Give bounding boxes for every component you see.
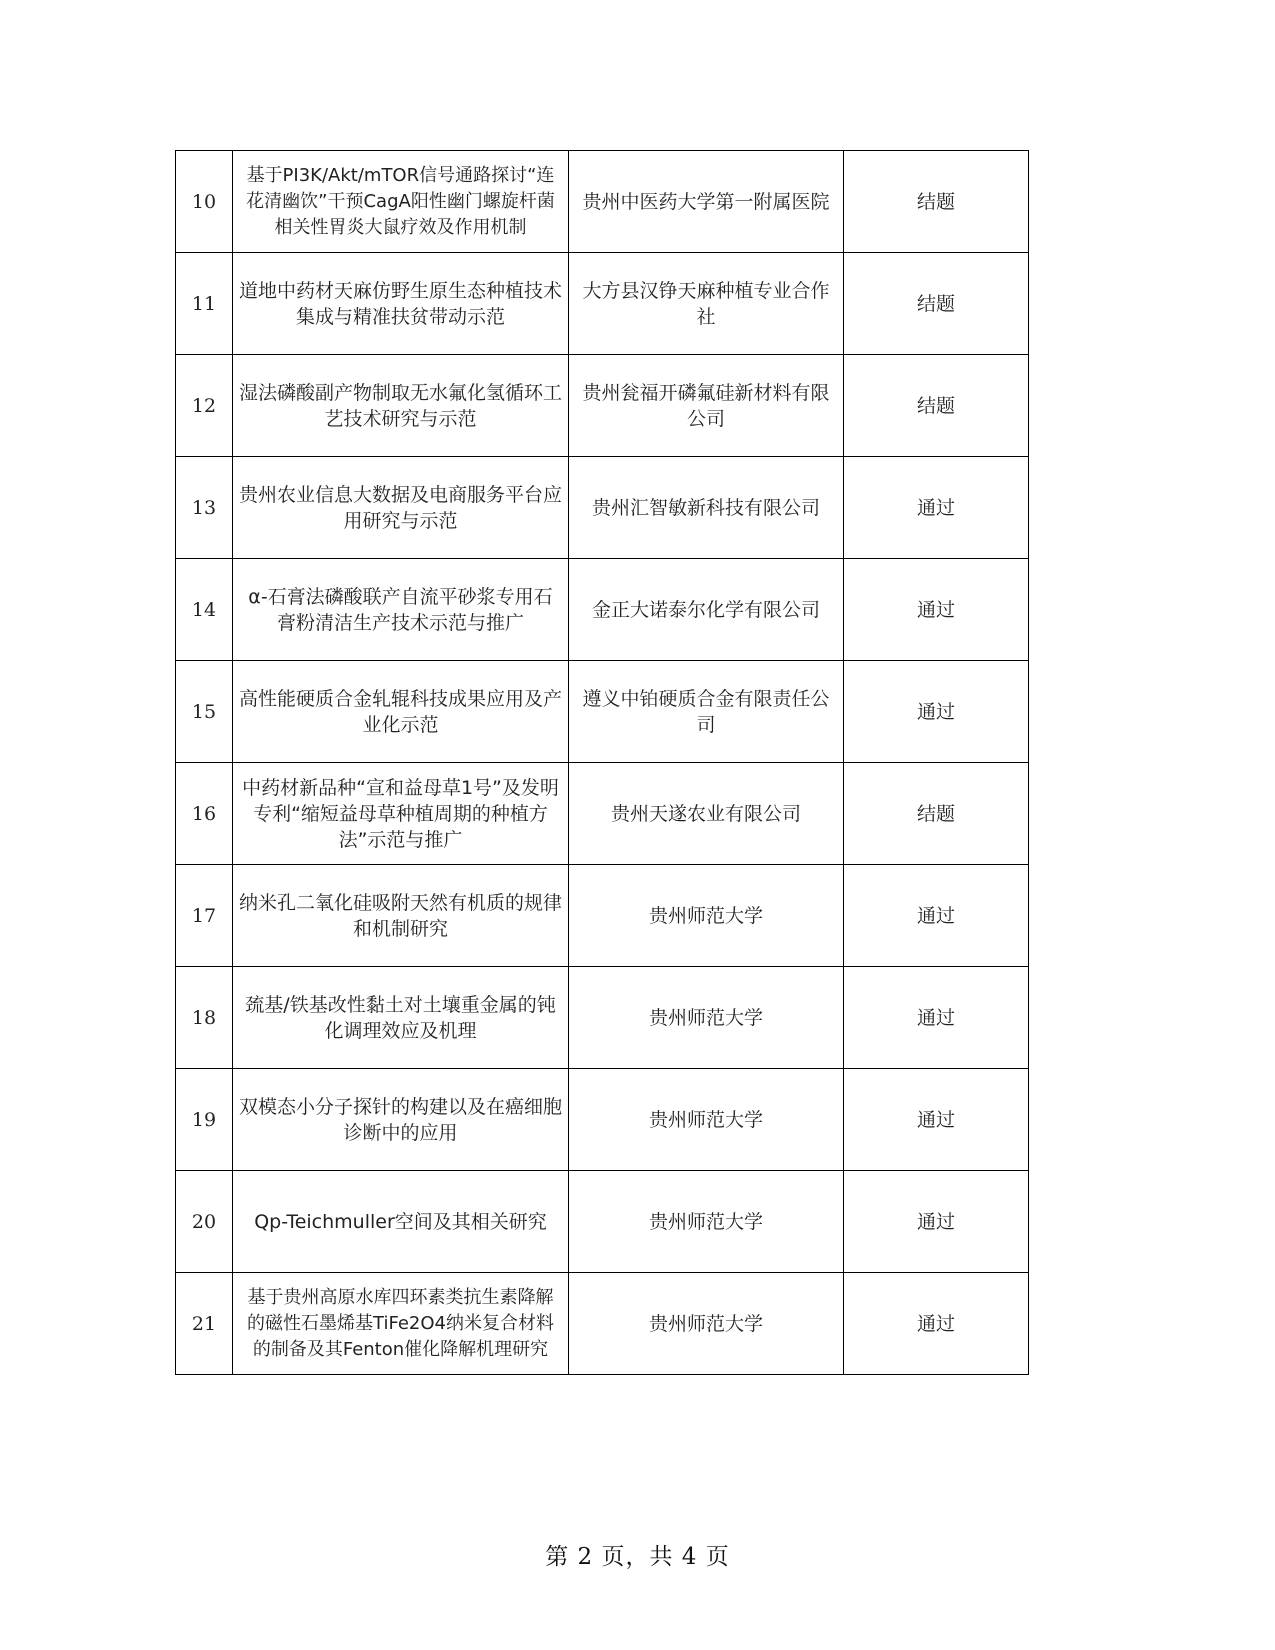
status-cell: 通过 (844, 865, 1029, 967)
row-number: 13 (176, 457, 233, 559)
table-row (176, 1069, 1029, 1171)
row-number: 11 (176, 253, 233, 355)
project-title: 贵州农业信息大数据及电商服务平台应用研究与示范 (233, 457, 569, 559)
status-cell: 通过 (844, 661, 1029, 763)
page-footer: 第 2 页，共 4 页 (545, 1544, 730, 1570)
organization: 贵州师范大学 (569, 1069, 844, 1171)
organization: 贵州瓮福开磷氟硅新材料有限公司 (569, 355, 844, 457)
project-title: 高性能硬质合金轧辊科技成果应用及产业化示范 (233, 661, 569, 763)
table-row (176, 865, 1029, 967)
project-title: 基于PI3K/Akt/mTOR信号通路探讨“连花清幽饮”干预CagA阳性幽门螺旋杆菌相关性胃炎大鼠疗效及作用机制 (233, 151, 569, 253)
row-number: 14 (176, 559, 233, 661)
project-title: 道地中药材天麻仿野生原生态种植技术集成与精准扶贫带动示范 (233, 253, 569, 355)
status-cell: 结题 (844, 253, 1029, 355)
project-title: 双模态小分子探针的构建以及在癌细胞诊断中的应用 (233, 1069, 569, 1171)
organization: 贵州汇智敏新科技有限公司 (569, 457, 844, 559)
status-cell: 通过 (844, 967, 1029, 1069)
organization: 贵州师范大学 (569, 967, 844, 1069)
project-table (175, 150, 1029, 1375)
organization: 贵州师范大学 (569, 1273, 844, 1375)
project-title: 湿法磷酸副产物制取无水氟化氢循环工艺技术研究与示范 (233, 355, 569, 457)
row-number: 21 (176, 1273, 233, 1375)
organization: 贵州师范大学 (569, 865, 844, 967)
status-cell: 通过 (844, 1273, 1029, 1375)
row-number: 16 (176, 763, 233, 865)
organization: 贵州天遂农业有限公司 (569, 763, 844, 865)
table-row (176, 457, 1029, 559)
row-number: 10 (176, 151, 233, 253)
table-row (176, 967, 1029, 1069)
project-title: 基于贵州高原水库四环素类抗生素降解的磁性石墨烯基TiFe2O4纳米复合材料的制备及其Fenton催化降解机理研究 (233, 1273, 569, 1375)
project-title: 巯基/铁基改性黏土对土壤重金属的钝化调理效应及机理 (233, 967, 569, 1069)
table-row (176, 1273, 1029, 1375)
status-cell: 结题 (844, 355, 1029, 457)
row-number: 12 (176, 355, 233, 457)
table-row (176, 559, 1029, 661)
status-cell: 通过 (844, 457, 1029, 559)
table-row (176, 661, 1029, 763)
row-number: 20 (176, 1171, 233, 1273)
row-number: 15 (176, 661, 233, 763)
status-cell: 通过 (844, 1069, 1029, 1171)
row-number: 19 (176, 1069, 233, 1171)
project-title: 纳米孔二氧化硅吸附天然有机质的规律和机制研究 (233, 865, 569, 967)
status-cell: 结题 (844, 151, 1029, 253)
project-title: α-石膏法磷酸联产自流平砂浆专用石膏粉清洁生产技术示范与推广 (233, 559, 569, 661)
table-row (176, 253, 1029, 355)
row-number: 18 (176, 967, 233, 1069)
row-number: 17 (176, 865, 233, 967)
status-cell: 通过 (844, 1171, 1029, 1273)
status-cell: 结题 (844, 763, 1029, 865)
organization: 大方县汉铮天麻种植专业合作社 (569, 253, 844, 355)
project-title: 中药材新品种“宣和益母草1号”及发明专利“缩短益母草种植周期的种植方法”示范与推广 (233, 763, 569, 865)
organization: 遵义中铂硬质合金有限责任公司 (569, 661, 844, 763)
organization: 贵州中医药大学第一附属医院 (569, 151, 844, 253)
table-row (176, 355, 1029, 457)
table-row (176, 151, 1029, 253)
project-title: Qp-Teichmuller空间及其相关研究 (233, 1171, 569, 1273)
table-row (176, 763, 1029, 865)
table-row (176, 1171, 1029, 1273)
organization: 贵州师范大学 (569, 1171, 844, 1273)
organization: 金正大诺泰尔化学有限公司 (569, 559, 844, 661)
status-cell: 通过 (844, 559, 1029, 661)
